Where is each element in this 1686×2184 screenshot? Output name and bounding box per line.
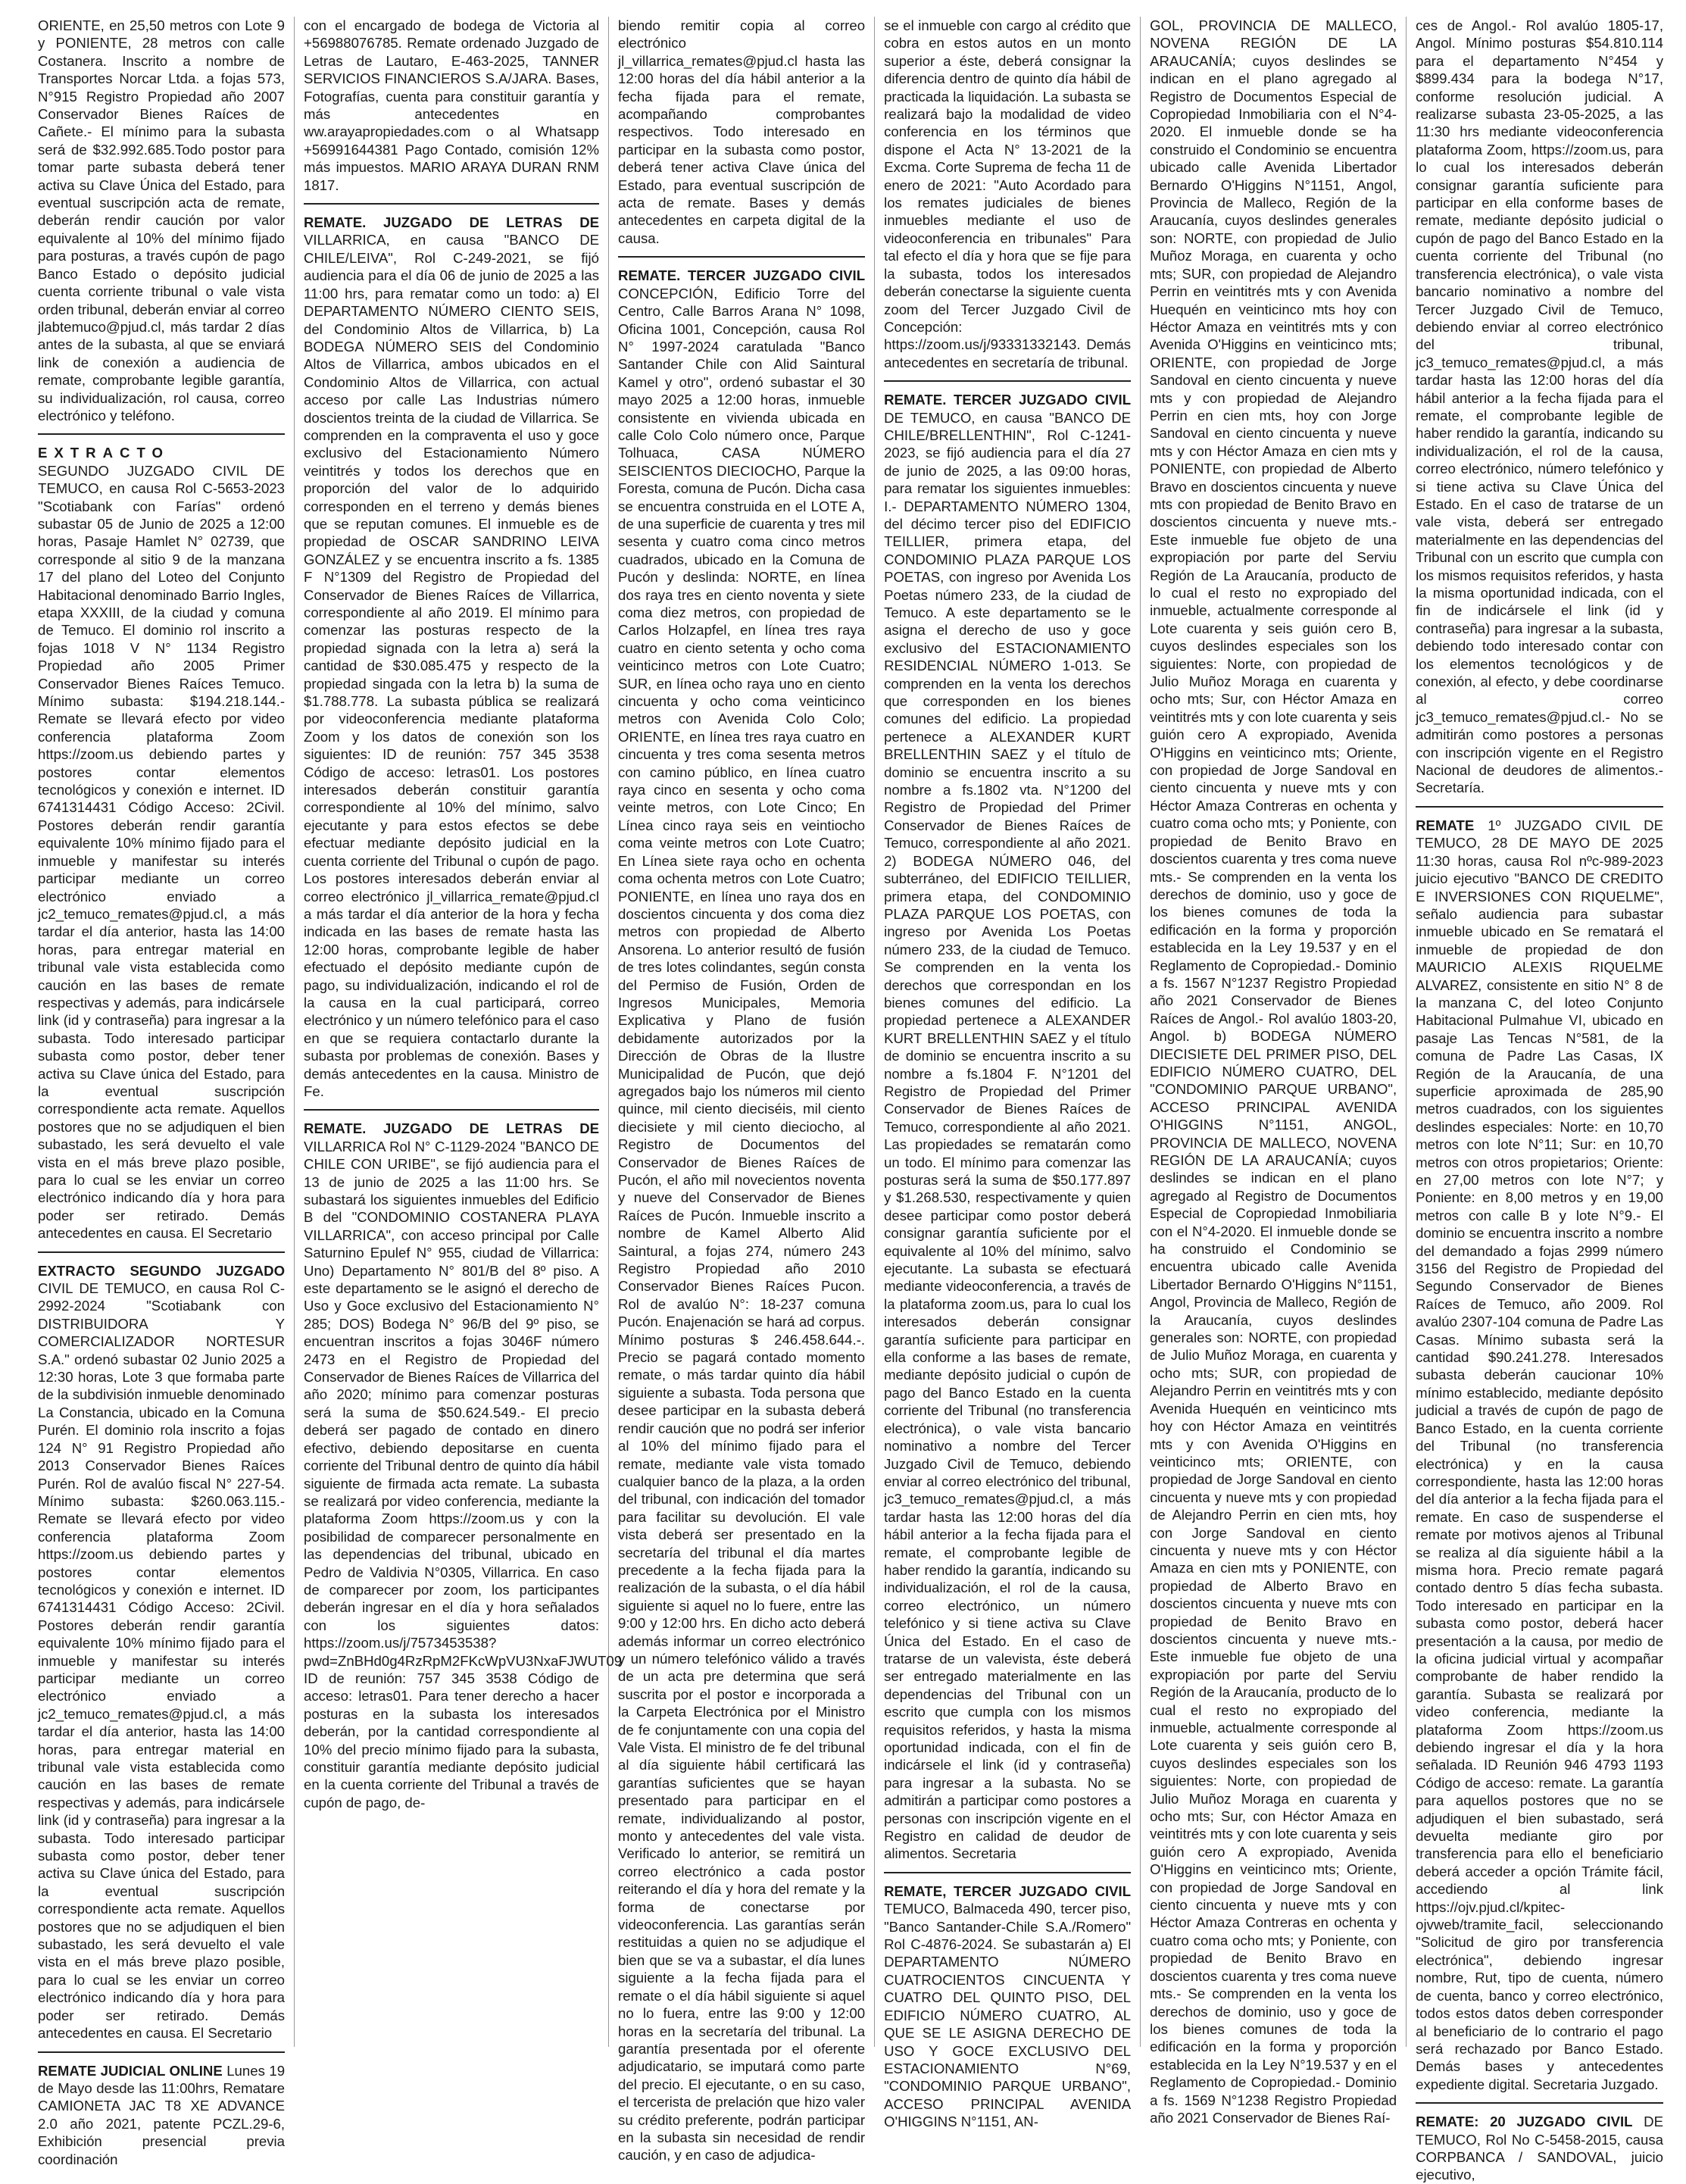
notice-separator <box>38 1251 285 1253</box>
notice <box>884 17 1131 371</box>
notice-body: VILLARRICA, en causa "BANCO DE CHILE/LEIVA", Rol C-249-2021, se fijó audiencia para el día 06 de junio de 2025 a las 11:00 hrs, para rematar como un todo: a) El DEPARTAMENTO NÚMERO CIENTO SEIS, del Condominio Altos de Villarrica, b) La BODEGA NÚMERO SEIS del Condominio Altos de Villarrica, ambos ubicados en el Condominio Altos de Villarrica, con actual acceso por calle Las Industrias número doscientos treinta de la ciudad de Villarrica. Se comprenden en la compraventa el uso y goce exclusivo del Estacionamiento Número veintitrés y todos los derechos que en proporción del valor de lo adquirido corresponden en el terreno y demás bienes que se reputan comunes. El inmueble es de propiedad de OSCAR SANDRINO LEIVA GONZÁLEZ y se encuentra inscrito a fs. 1385 F N°1309 del Registro de Propiedad del Conservador de Bienes Raíces de Villarrica, correspondiente al año 2019. El mínimo para comenzar las posturas respecto de la propiedad signada con la letra a) será la cantidad de $30.085.475 y respecto de la propiedad singada con la letra b) la suma de $1.788.778. La subasta pública se realizará por videoconferencia mediante plataforma Zoom y los datos de conexión son los siguientes: ID de reunión: 757 345 3538 Código de acceso: letras01. Los postores interesados deberán constituir garantía correspondiente al 10% del mínimo, salvo ejecutante y para estos efectos se debe efectuar mediante depósito judicial en la cuenta corriente del Tribunal o cupón de pago. Los postores interesados deberán enviar al correo electrónico jl_villarrica_remate@pjud.cl a más tardar el día anterior de la hora y fecha indicada en las bases de remate hasta las 12:00 horas, comprobante legible de haber efectuado el depósito mediante cupón de pago, su individualización, indicando el rol de la causa en la cual participará, correo electrónico y un número telefónico para el caso en que se requiera contactarlo durante la subasta por problemas de conexión. Bases y demás antecedentes en la causa. Ministro de Fe. <box>304 232 600 1099</box>
notice-body: DE TEMUCO, en causa "BANCO DE CHILE/BRELLENTHIN", Rol C-1241-2023, se fijó audiencia para el día 27 de junio de 2025, a las 09:00 horas, para rematar los siguientes inmuebles: I.- DEPARTAMENTO NÚMERO 1304, del décimo tercer piso del EDIFICIO TEILLIER, primera etapa, del CONDOMINIO PLAZA PARQUE LOS POETAS, con ingreso por Avenida Los Poetas número 233, de la ciudad de Temuco. A este departamento se le asigna el derecho de uso y goce exclusivo del ESTACIONAMIENTO RESIDENCIAL NÚMERO 1-013. Se comprenden en la venta los derechos que corresponden en los bienes comunes del edificio. La propiedad pertenece a ALEXANDER KURT BRELLENTHIN SAEZ y el título de dominio se encuentra inscrito a su nombre a fs.1802 vta. N°1200 del Registro de Propiedad del Primer Conservador de Bienes Raíces de Temuco, correspondiente al año 2021. 2) BODEGA NÚMERO 046, del subterráneo, del EDIFICIO TEILLIER, primera etapa, del CONDOMINIO PLAZA PARQUE LOS POETAS, con ingreso por Avenida Los Poetas número 233, de la ciudad de Temuco. Se comprenden en la venta los derechos que correspondan en los bienes comunes del edificio. La propiedad pertenece a ALEXANDER KURT BRELLENTHIN SAEZ y el título de dominio se encuentra inscrito a su nombre a fs.1804 F. N°1201 del Registro de Propiedad del Primer Conservador de Bienes Raíces de Temuco, correspondiente al año 2021. Las propiedades se rematarán como un todo. El mínimo para comenzar las posturas será la suma de $50.177.897 y $1.268.530, respectivamente y quien desee participar como postor deberá consignar garantía suficiente por el equivalente al 10% del mínimo, salvo ejecutante. La subasta se efectuará mediante videoconferencia, a través de la plataforma zoom.us, para lo cual los interesados deberán consignar garantía suficiente para participar en ella conforme a las bases de remate, mediante depósito judicial o cupón de pago del Banco Estado en la cuenta corriente del Tribunal (no transferencia electrónica), o vale vista bancario nominativo a nombre del Tercer Juzgado Civil de Temuco, debiendo enviar al correo electrónico del tribunal, jc3_temuco_remates@pjud.cl, a más tardar hasta las 12:00 horas del día hábil anterior a la fecha fijada para el remate, el comprobante legible de haber rendido la garantía, indicando su individualización, el rol de la causa, correo electrónico, un número telefónico y si tiene activa su Clave Única del Estado. En el caso de tratarse de un valevista, éste deberá ser entregado materialmente en las dependencias del Tribunal con un escrito que cumpla con los mismos requisitos referidos, y hasta la misma oportunidad indicada, con el fin de indicársele el link (id y contraseña) para ingresar a la subasta. No se admitirán a participar como postores a personas con inscripción vigente en el Registro en calidad de deudor de alimentos. Secretaria <box>884 409 1132 1862</box>
notice <box>304 17 599 194</box>
notice-body: ces de Angol.- Rol avalúo 1805-17, Angol. Mínimo posturas $54.810.114 para el departamento N°454 y $899.434 para la bodega N°17, conforme resolución judicial. A realizarse subasta 23-05-2025, a las 11:30 hrs mediante videoconferencia plataforma Zoom, https://zoom.us, para lo cual los interesados deberán consignar garantía suficiente para participar en ella conforme bases de remate, mediante depósito judicial o cupón de pago del Banco Estado en la cuenta corriente del Tribunal (no transferencia electrónica), o vale vista bancario nominativo a nombre del Tercer Juzgado Civil de Temuco, debiendo enviar al correo electrónico del tribunal, jc3_temuco_remates@pjud.cl, a más tardar hasta las 12:00 horas del día hábil anterior a la fecha fijada para el remate, el comprobante legible de haber rendido la garantía, indicando su individualización, el rol de la causa, correo electrónico, número telefónico y si tiene activa su Clave Única del Estado. En el caso de tratarse de un vale vista, deberá ser entregado materialmente en las dependencias del Tribunal con un escrito que cumpla con los mismos requisitos referidos, y hasta la misma oportunidad indicada, con el fin de indicársele el link (id y contraseña) para ingresar a la subasta, debiendo todo interesado contar con los elementos tecnológicos y de conexión, al efecto, y debe coordinarse al correo jc3_temuco_remates@pjud.cl.- No se admitirán como postores a personas con inscripción vigente en el Registro Nacional de deudores de alimentos.- Secretaría. <box>1416 17 1663 796</box>
notice-body: biendo remitir copia al correo electrónico jl_villarrica_remates@pjud.cl hasta las 12:00 horas del día hábil anterior a la fecha fijada para el remate, acompañando comprobantes respectivos. Todo interesado en participar en la subasta como postor, deberá tener activa Clave única del Estado, para eventual suscripción de acta de remate. Bases y demás antecedentes en carpeta digital de la causa. <box>618 17 866 246</box>
notice-body: 1º JUZGADO CIVIL DE TEMUCO, 28 DE MAYO DE 2025 11:30 horas, causa Rol nºc-989-2023 juicio ejecutivo "BANCO DE CREDITO E INVERSIONES CON RIQUELME", señalo audiencia para subastar inmueble ubicado en Se rematará el inmueble de propiedad de don MAURICIO ALEXIS RIQUELME ALVAREZ, consistente en sitio N° 8 de la manzana C, del loteo Conjunto Habitacional Pulmahue VI, ubicado en pasaje Las Tencas N°581, de la comuna de Padre Las Casas, IX Región de la Araucanía, de una superficie aproximada de 285,90 metros cuadrados, con los siguientes deslindes especiales: Norte: en 10,70 metros con lote N°11; Sur: en 10,70 metros con otros propietarios; Oriente: en 27,00 metros con lote N°7; y Poniente: en 8,00 metros y en 19,00 metros con calle B y lote N°9.- El dominio se encuentra inscrito a nombre del demandado a fojas 2999 número 3156 del Registro de Propiedad del Segundo Conservador de Bienes Raíces de Temuco, año 2009. Rol avalúo 2307-104 comuna de Padre Las Casas. Mínimo subasta será la cantidad $90.241.278. Interesados subasta deberán caucionar 10% mínimo establecido, mediante depósito judicial a través de cupón de pago de Banco Estado, en la cuenta corriente del Tribunal (no transferencia electrónica) y en la causa correspondiente, hasta las 12:00 horas del día anterior a la fecha fijada para el remate. En caso de suspenderse el remate por motivos ajenos al Tribunal se realiza al día siguiente hábil a la misma hora. Precio remate pagará contado dentro 5 días fecha subasta. Todo interesado en participar en la subasta como postor, deberá hacer presentación a la causa, por medio de la oficina judicial virtual y acompañar comprobante de haber rendido la garantía. Subasta se realizará por video conferencia, mediante la plataforma Zoom https://zoom.us debiendo ingresar el día y la hora señalada. ID Reunión 946 4793 1193 Código de acceso: remate. La garantía para aquellos postores que no se adjudiquen el bien subastado, será devuelta mediante giro por transferencia para ello el beneficiario deberá acceder a opción Trámite fácil, accediendo al link https://ojv.pjud.cl/kpitec-ojvweb/tramite_facil, seleccionando "Solicitud de giro por transferencia electrónica", debiendo ingresar nombre, Rut, tipo de cuenta, número de cuenta, banco y correo electrónico, todos estos datos deben corresponder al beneficiario de lo contrario el pago será rechazado por Banco Estado. Demás bases y antecedentes expediente digital. Secretaria Juzgado. <box>1416 817 1663 2092</box>
notice-heading: EXTRACTO SEGUNDO JUZGADO <box>38 1262 286 1279</box>
notice-body: ORIENTE, en 25,50 metros con Lote 9 y PONIENTE, 28 metros con calle Costanera. Inscrito a nombre de Transportes Norcar Ltda. a fojas 573, N°915 Registro Propiedad año 2007 Conservador Bienes Raíces de Cañete.- El mínimo para la subasta será de $32.992.685.Todo postor para tomar parte subasta deberá tener activa su Clave Única del Estado, para eventual suscripción acta de remate, deberán rendir caución por valor equivalente al 10% del mínimo fijado para posturas, a través cupón de pago Banco Estado o depósito judicial cuenta corriente tribunal o vale vista orden tribunal, deberán enviar al correo jlabtemuco@pjud.cl, más tardar 2 días antes de la subasta, al que se enviará link de conexión a audiencia de remate, comprobante legible garantía, su individualización, rol causa, correo electrónico y teléfono. <box>38 17 286 423</box>
notice-separator <box>304 203 599 205</box>
notice-separator <box>884 380 1131 382</box>
notice-heading: REMATE. JUZGADO DE LETRAS DE <box>304 1120 600 1137</box>
notice-separator <box>884 1872 1131 1873</box>
notice-separator <box>38 433 285 435</box>
notice-body: CIVIL DE TEMUCO, en causa Rol C-2992-2024 "Scotiabank con DISTRIBUIDORA Y COMERCIALIZADOR NORTESUR S.A." ordenó subastar 02 Junio 2025 a 12:30 horas, Lote 3 que formaba parte de la subdivisión inmueble denominado La Constancia, ubicado en la Comuna Purén. El dominio rola inscrito a fojas 124 N° 91 Registro Propiedad año 2013 Conservador Bienes Raíces Purén. Rol de avalúo fiscal N° 227-54. Mínimo subasta: $260.063.115.- Remate se llevará efecto por video conferencia plataforma Zoom https://zoom.us debiendo partes y postores contar elementos tecnológicos y conexión e internet. ID 6741314431 Código Acceso: 2Civil. Postores deberán rendir garantía equivalente 10% mínimo fijado para el inmueble y manifestar su interés participar mediante un correo electrónico enviado a jc2_temuco_remates@pjud.cl, a más tardar el día anterior, hasta las 14:00 horas, para entregar material en tribunal vale vista establecida como caución en las bases de remate respectivas y además, para indicársele link (id y contraseña) para ingresar a la subasta. Todo interesado participar subasta como postor, deber tener activa su Clave única del Estado, para la eventual suscripción correspondiente acta remate. Aquellos postores que no se adjudiquen el bien subastado, les será devuelto el vale vista en el más breve plazo posible, para lo cual se les enviar un correo electrónico indicando día y hora para poder ser retirado. Demás antecedentes en causa. El Secretario <box>38 1280 286 2042</box>
column-1 <box>29 17 295 2167</box>
column-5 <box>1141 17 1407 2126</box>
notice <box>1416 17 1663 797</box>
notice-separator <box>38 2051 285 2053</box>
notice-heading: EXTRACTO <box>38 445 170 461</box>
notice-body: SEGUNDO JUZGADO CIVIL DE TEMUCO, en causa Rol C-5653-2023 "Scotiabank con Farías" ordenó subastar 05 de Junio de 2025 a 12:00 horas, Pasaje Hamlet N° 02739, que corresponde al sitio 9 de la manzana 17 del plano del Loteo del Conjunto Habitacional denominado Barrio Ingles, etapa XXXIII, de la ciudad y comuna de Temuco. El dominio rol inscrito a fojas 1018 V N° 1134 Registro Propiedad año 2005 Primer Conservador Bienes Raíces Temuco. Mínimo subasta: $194.218.144.- Remate se llevará efecto por video conferencia plataforma Zoom https://zoom.us debiendo partes y postores contar elementos tecnológicos y conexión e internet. ID 6741314431 Código Acceso: 2Civil. Postores deberán rendir garantía equivalente 10% mínimo fijado para el inmueble y manifestar su interés participar mediante un correo electrónico enviado a jc2_temuco_remates@pjud.cl, a más tardar el día anterior, hasta las 14:00 horas, para entregar material en tribunal vale vista establecida como caución en las bases de remate respectivas y además, para indicársele link (id y contraseña) para ingresar a la subasta. Todo interesado participar subasta como postor, deber tener activa su Clave única del Estado, para la eventual suscripción correspondiente acta remate. Aquellos postores que no se adjudiquen el bien subastado, les será devuelto el vale vista en el más breve plazo posible, para lo cual se les enviar un correo electrónico indicando día y hora para poder ser retirado. Demás antecedentes en causa. El Secretario <box>38 462 286 1242</box>
notice <box>884 391 1131 1863</box>
notice <box>304 1120 623 1811</box>
notice-heading: REMATE. TERCER JUZGADO CIVIL <box>884 392 1132 408</box>
notice-heading: REMATE: 20 JUZGADO CIVIL <box>1416 2114 1633 2130</box>
column-2 <box>295 17 623 2047</box>
notice-body: VILLARRICA Rol N° C-1129-2024 "BANCO DE CHILE CON URIBE", se fijó audiencia para el 13 de junio de 2025 a las 11:00 hrs. Se subastará los siguientes inmuebles del Edificio B del "CONDOMINIO COSTANERA PLAYA VILLARRICA", con acceso principal por Calle Saturnino Epulef N° 955, ciudad de Villarrica: Uno) Departamento N° 801/B del 8º piso. A este departamento se le asignó el derecho de Uso y Goce exclusivo del Estacionamiento N° 285; DOS) Bodega N° 96/B del 9º piso, se encuentran inscritos a fojas 3046F número 2473 en el Registro de Propiedad del Conservador de Bienes Raíces de Villarrica del año 2020; mínimo para comenzar posturas será la suma de $50.624.549.- El precio deberá ser pagado de contado en dinero efectivo, debiendo depositarse en cuenta corriente del Tribunal dentro de quinto día hábil siguiente de firmada acta remate. La subasta se realizará por video conferencia, mediante la plataforma Zoom https://zoom.us y con la posibilidad de comparecer personalmente en las dependencias del tribunal, ubicado en Pedro de Valdivia N°0305, Villarrica. En caso de comparecer por zoom, los participantes deberán ingresar en el día y hora señalados con los siguientes datos: https://zoom.us/j/7573453538?pwd=ZnBHd0g4RzRpM2FKcWpVU3NxaFJWUT09 ID de reunión: 757 345 3538 Código de acceso: letras01. Para tener derecho a hacer posturas en la subasta los interesados deberán, por la cantidad correspondiente al 10% del precio mínimo fijado para la subasta, constituir garantía mediante depósito judicial en la cuenta corriente del Tribunal a través de cupón de pago, de- <box>304 1138 623 1811</box>
notice <box>38 2062 285 2168</box>
notice-heading: REMATE JUDICIAL ONLINE <box>38 2062 223 2079</box>
notice <box>38 1262 285 2042</box>
notice <box>304 214 599 1100</box>
notice <box>618 17 865 247</box>
notice <box>38 17 285 424</box>
notice <box>1150 17 1397 2126</box>
notice <box>884 1882 1131 2131</box>
notice <box>1416 817 1663 2093</box>
column-3 <box>609 17 875 2164</box>
notice-body: DE TEMUCO, Rol No C-5458-2015, causa CORPBANCA / SANDOVAL, juicio ejecutivo, <box>1416 2114 1663 2183</box>
notice-heading: REMATE. TERCER JUZGADO CIVIL <box>618 267 866 284</box>
notice <box>1416 2113 1663 2184</box>
notice-heading: REMATE, TERCER JUZGADO CIVIL <box>884 1882 1132 1899</box>
notice <box>38 444 285 1242</box>
notice-body: se el inmueble con cargo al crédito que cobra en estos autos en un monto superior a éste, deberá consignar la diferencia dentro de quinto día hábil de practicada la liquidación. La subasta se realizará bajo la modalidad de video conferencia en los términos que dispone el Acta N° 13-2021 de la Excma. Corte Suprema de fecha 11 de enero de 2021: "Auto Acordado para los remates judiciales de bienes inmuebles mediante el uso de videoconferencia en tribunales" Para tal efecto el día y hora que se fije para la subasta, todos los interesados deberán conectarse la siguiente cuenta zoom del Tercer Juzgado Civil de Concepción: https://zoom.us/j/93331332143. Demás antecedentes en secretaría de tribunal. <box>884 17 1132 370</box>
notice <box>618 267 865 2164</box>
notice-heading: REMATE <box>1416 817 1475 833</box>
notice-body: CONCEPCIÓN, Edificio Torre del Centro, Calle Barros Arana N° 1098, Oficina 1001, Concepción, causa Rol N° 1997-2024 caratulada "Banco Santander Chile con Alid Saintural Kamel y otro", ordenó subastar el 30 mayo 2025 a 12:00 horas, inmueble consistente en vivienda ubicada en calle Colo Colo número once, Parque Tolhuaca, CASA NÚMERO SEISCIENTOS DIECIOCHO, Parque la Foresta, comuna de Pucón. Dicha casa se encuentra construida en el LOTE A, de una superficie de cuarenta y tres mil sesenta y cuatro coma cinco metros cuadrados, ubicado en la Comuna de Pucón y deslinda: NORTE, en línea dos raya tres en ciento noventa y siete coma diez metros, con propiedad de Carlos Holzapfel, en línea tres raya cuatro en ciento setenta y ocho coma veinticinco metros con Lote Cuatro; SUR, en línea ocho raya uno en ciento cincuenta y ocho coma veinticinco metros con Avenida Colo Colo; ORIENTE, en línea tres raya cuatro en cincuenta y tres coma sesenta metros con camino público, en línea cuatro raya cinco en sesenta y ocho coma veinte metros, con Lote Cinco; En Línea cinco raya seis en veintiocho coma veinte metros con Lote Cuatro; En Línea siete raya ocho en ochenta coma ochenta metros con Lote Cuatro; PONIENTE, en línea uno raya dos en doscientos cincuenta y dos coma diez metros con propiedad de Alberto Ansorena. Lo anterior resultó de fusión de tres lotes colindantes, según consta del Permiso de Fusión, Orden de Ingresos Municipales, Memoria Explicativa y Plano de fusión debidamente autorizados por la Dirección de Obras de la Ilustre Municipalidad de Pucón, que dejó agregados bajo los números mil ciento quince, mil ciento dieciséis, mil ciento diecisiete y mil ciento dieciocho, al Registro de Documentos del Conservador de Bienes Raíces de Pucón, el año mil novecientos noventa y nueve del Conservador de Bienes Raíces de Pucón. Inmueble inscrito a nombre de Kamel Alberto Alid Saintural, a fojas 274, número 243 Registro Propiedad año 2010 Conservador Bienes Raíces Pucon. Rol de avalúo N°: 18-237 comuna Pucón. Enajenación se hará ad corpus. Mínimo posturas $ 246.458.644.-. Precio se pagará contado momento remate, o más tardar quinto día hábil siguiente a subasta. Toda persona que desee participar en la subasta deberá rendir caución que no podrá ser inferior al 10% del mínimo fijado para el remate, mediante vale vista tomado cualquier banco de la plaza, a la orden del tribunal, con indicación del tomador para facilitar su devolución. El vale vista deberá ser presentado en la secretaría del tribunal el día martes precedente a la fecha fijada para la realización de la subasta, o el día hábil siguiente si aquel no lo fuere, entre las 9:00 y 12:00 hrs. En dicho acto deberá además informar un correo electrónico y un número telefónico válido a través de un acta pre determina que será suscrita por el postor e incorporada a la Carpeta Electrónica por el Ministro de fe conjuntamente con una copia del Vale Vista. El ministro de fe del tribunal al día siguiente hábil certificará las garantías suficientes que se hayan presentado para participar en el remate, individualizando al postor, monto y antecedentes del vale vista. Verificado lo anterior, se remitirá un correo electrónico a cada postor reiterando el día y hora del remate y la forma de conectarse por videoconferencia. Las garantías serán restituidas a quien no se adjudique el bien que se va a subastar, el día lunes siguiente a la fecha fijada para el remate o el día hábil siguiente si aquel no lo fuera, entre las 9:00 y 12:00 horas en la secretaría del tribunal. La garantía presentada por el oferente adjudicatario, se imputará como parte del precio. El ejecutante, o en su caso, el tercerista de prelación que hizo valer su crédito preferente, podrán participar en la subasta sin necesidad de rendir caución, y en caso de adjudica- <box>618 285 866 2164</box>
column-6 <box>1407 17 1672 2183</box>
notice-separator <box>1416 2102 1663 2104</box>
notice-separator <box>1416 806 1663 808</box>
notice-body: con el encargado de bodega de Victoria al +56988076785. Remate ordenado Juzgado de Letras de Lautaro, E-463-2025, TANNER SERVICIOS FINANCIEROS S.A/JARA. Bases, Fotografías, cuenta para constituir garantía y más antecedentes en ww.arayapropiedades.com o al Whatsapp +56991644381 Pago Contado, comisión 12% más impuestos. MARIO ARAYA DURAN RNM 1817. <box>304 17 600 193</box>
column-4 <box>875 17 1141 2130</box>
notice-body: TEMUCO, Balmaceda 490, tercer piso, "Banco Santander-Chile S.A./Romero" Rol C-4876-2024. Se subastarán a) El DEPARTAMENTO NÚMERO CUATROCIENTOS CINCUENTA Y CUATRO DEL QUINTO PISO, DEL EDIFICIO NÚMERO CUATRO, AL QUE SE LE ASIGNA DERECHO DE USO Y GOCE EXCLUSIVO DEL ESTACIONAMIENTO N°69, "CONDOMINIO PARQUE URBANO", ACCESO PRINCIPAL AVENIDA O'HIGGINS N°1151, AN- <box>884 1901 1132 2130</box>
notice-body: Lunes 19 de Mayo desde las 11:00hrs, Rematare CAMIONETA JAC T8 XE ADVANCE 2.0 año 2021, patente PCZL.29-6, Exhibición presencial previa coordinación <box>38 2062 286 2167</box>
notice-separator <box>304 1109 599 1111</box>
notice-body: GOL, PROVINCIA DE MALLECO, NOVENA REGIÓN DE LA ARAUCANÍA; cuyos deslindes se indican en el plano agregado al Registro de Documentos Especial de Copropiedad Inmobiliaria con el N°4-2020. El inmueble donde se ha construido el Condominio se encuentra ubicado calle Avenida Libertador Bernardo O'Higgins N°1151, Angol, Provincia de Malleco, Región de la Araucanía, cuyos deslindes generales son: NORTE, con propiedad de Julio Muñoz Moraga, en cuarenta y ocho mts; SUR, con propiedad de Alejandro Perrin en veintitrés mts y con Avenida Huequén en veinticinco mts hoy con Héctor Amaza en veintitrés mts y con Avenida O'Higgins en veinticinco mts; ORIENTE, con propiedad de Jorge Sandoval en ciento cincuenta y nueve mts y con propiedad de Alejandro Perrin en cien mts, hoy con Jorge Sandoval en ciento cincuenta y nueve mts y con Héctor Amaza en cien mts y PONIENTE, con propiedad de Alberto Bravo en doscientos cincuenta y nueve mts con propiedad de Benito Bravo en doscientos cincuenta y nueve mts.- Este inmueble fue objeto de una expropiación por parte del Serviu Región de La Araucanía, producto de lo cual el resto no expropiado del inmueble, actualmente corresponde al Lote cuarenta y seis guión cero B, cuyos deslindes especiales son los siguientes: Norte, con propiedad de Julio Muñoz Moraga en cuarenta y ocho mts; Sur, con Héctor Amaza en veintitrés mts y con lote cuarenta y seis guión cero A expropiado, Avenida O'Higgins en veinticinco mts; Oriente, con propiedad de Jorge Sandoval en ciento cincuenta y nueve mts y con Héctor Amaza Contreras en ochenta y cuatro coma ocho mts; y Poniente, con propiedad de Benito Bravo en doscientos cuarenta y tres coma nueve mts.- Se comprenden en la venta los derechos de dominio, uso y goce de los bienes comunes de toda la edificación en la forma y proporción establecida en la Ley 19.537 y en el Reglamento de Copropiedad.- Dominio a fs. 1567 N°1237 Registro Propiedad año 2021 Conservador de Bienes Raíces de Angol.- Rol avalúo 1803-20, Angol. b) BODEGA NÚMERO DIECISIETE DEL PRIMER PISO, DEL EDIFICIO NÚMERO CUATRO, DEL "CONDOMINIO PARQUE URBANO", ACCESO PRINCIPAL AVENIDA O'HIGGINS N°1151, ANGOL, PROVINCIA DE MALLECO, NOVENA REGIÓN DE LA ARAUCANÍA; cuyos deslindes se indican en el plano agregado al Registro de Documentos Especial de Copropiedad Inmobiliaria con el N°4-2020. El inmueble donde se ha construido el Condominio se encuentra ubicado calle Avenida Libertador Bernardo O'Higgins N°1151, Angol, Provincia de Malleco, Región de la Araucanía, cuyos deslindes generales son: NORTE, con propiedad de Julio Muñoz Moraga, en cuarenta y ocho mts; SUR, con propiedad de Alejandro Perrin en veintitrés mts y con Avenida Huequén en veinticinco mts hoy con Héctor Amaza en veintitrés mts y con Avenida O'Higgins en veinticinco mts; ORIENTE, con propiedad de Jorge Sandoval en ciento cincuenta y nueve mts y con propiedad de Alejandro Perrin en cien mts, hoy con Jorge Sandoval en ciento cincuenta y nueve mts y con Héctor Amaza en cien mts y PONIENTE, con propiedad de Alberto Bravo en doscientos cincuenta y nueve mts con propiedad de Benito Bravo en doscientos cincuenta y nueve mts.- Este inmueble fue objeto de una expropiación por parte del Serviu Región de la Araucanía, producto de lo cual el resto no expropiado del inmueble, actualmente corresponde al Lote cuarenta y seis guión cero B, cuyos deslindes especiales son los siguientes: Norte, con propiedad de Julio Muñoz Moraga en cuarenta y ocho mts; Sur, con Héctor Amaza en veintitrés mts y con lote cuarenta y seis guión cero A expropiado, Avenida O'Higgins en veinticinco mts; Oriente, con propiedad de Jorge Sandoval en ciento cincuenta y nueve mts y con Héctor Amaza Contreras en ochenta y cuatro coma ocho mts; y Poniente, con propiedad de Benito Bravo en doscientos cuarenta y tres coma nueve mts.- Se comprenden en la venta los derechos de dominio, uso y goce de los bienes comunes de toda la edificación en la forma y proporción establecida en la Ley N°19.537 y en el Reglamento de Copropiedad.- Dominio a fs. 1569 N°1238 Registro Propiedad año 2021 Conservador de Bienes Raí- <box>1150 17 1397 2126</box>
notice-heading: REMATE. JUZGADO DE LETRAS DE <box>304 214 600 231</box>
notice-separator <box>618 256 865 258</box>
